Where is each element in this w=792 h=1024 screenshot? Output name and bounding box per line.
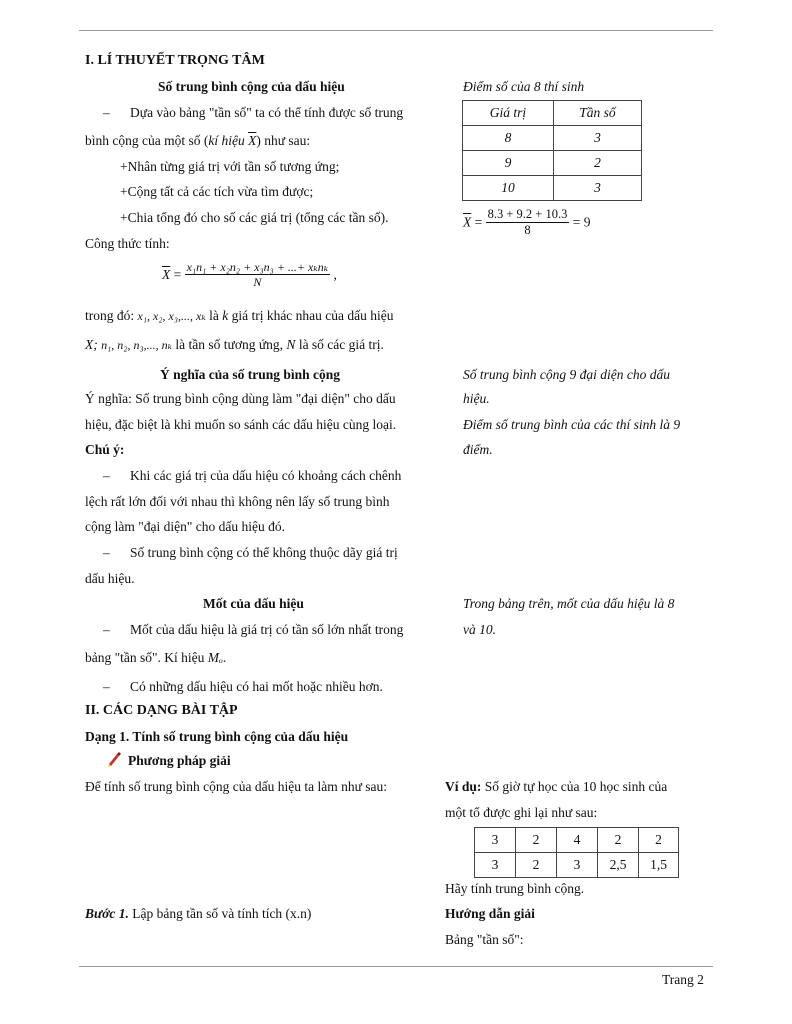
table-cell: 2 (554, 151, 642, 176)
table-cell: 2 (598, 828, 639, 853)
paragraph-line: Số trung bình cộng có thể không thuộc dãy giá trị (130, 545, 398, 560)
frequency-table (462, 100, 642, 201)
step-line: +Chia tổng đó cho số các giá trị (tổng các tần số). (120, 210, 389, 225)
example-note: điểm. (463, 442, 493, 457)
table-caption: Điểm số của 8 thí sinh (463, 79, 585, 94)
subheading-meaning: Ý nghĩa của số trung bình cộng (160, 367, 341, 382)
paragraph-line: trong đó: x₁, x₂, x₃,..., xₖ là k giá trị khác nhau của dấu hiệu (85, 308, 394, 323)
paragraph-line: Ý nghĩa: Số trung bình cộng dùng làm "đại diện" cho dấu (85, 391, 396, 406)
example-note: Trong bảng trên, mốt của dấu hiệu là 8 (463, 596, 675, 611)
paragraph-line: Để tính số trung bình cộng của dấu hiệu ta làm như sau: (85, 779, 388, 794)
table-row (463, 176, 642, 201)
example-note: hiệu. (463, 391, 490, 406)
example-line: Ví dụ: Số giờ tự học của 10 học sinh của (445, 779, 668, 794)
guide-line: Bảng "tần số": (445, 932, 524, 947)
table-row (475, 853, 679, 878)
dash-bullet: – (103, 622, 110, 637)
table-cell: 3 (475, 853, 516, 878)
paragraph-line: Có những dấu hiệu có hai mốt hoặc nhiều hơn. (130, 679, 383, 694)
top-rule (79, 30, 713, 31)
dash-bullet: – (103, 679, 110, 694)
mean-denominator: 8 (524, 223, 531, 237)
guide-title: Hướng dẫn giải (445, 906, 535, 921)
formula-label: Công thức tính: (85, 236, 170, 251)
table-row (463, 126, 642, 151)
formula-numerator: x₁n₁ + x₂n₂ + x₃n₃ + ...+ xₖnₖ (186, 260, 329, 274)
paragraph-line: bình cộng của một số (kí hiệu $\overline{X}$) như sau: (85, 133, 311, 148)
table-row (475, 828, 679, 853)
section-title: II. CÁC DẠNG BÀI TẬP (85, 703, 238, 718)
table-cell: 3 (557, 853, 598, 878)
table-cell: 9 (463, 151, 554, 176)
paragraph-line: X; n₁, n₂, n₃,..., nₖ là tần số tương ứng, N là số các giá trị. (85, 337, 384, 352)
mean-example-formula: $\overline{X}$ = $\frac{8.3 + 9.2 + 10.3}{8}$ = 9 (463, 207, 591, 237)
paragraph-line: Khi các giá trị của dấu hiệu có khoảng cách chênh (130, 468, 402, 483)
bottom-rule (79, 966, 713, 967)
example-line: một tổ được ghi lại như sau: (445, 805, 598, 820)
table-header: Giá trị (463, 101, 554, 126)
table-cell: 2 (639, 828, 679, 853)
subheading-method: Phương pháp giải (128, 753, 231, 768)
subheading-mode: Mốt của dấu hiệu (203, 596, 304, 611)
table-cell: 3 (554, 126, 642, 151)
table-cell: 2 (516, 828, 557, 853)
study-hours-table (474, 827, 679, 878)
example-note: Số trung bình cộng 9 đại diện cho dấu (463, 367, 670, 382)
mean-numerator: 8.3 + 9.2 + 10.3 (487, 207, 568, 221)
subheading-mean: Số trung bình cộng của dấu hiệu (158, 79, 345, 94)
x-bar-symbol: $\overline{X}$ (248, 133, 257, 148)
table-cell: 8 (463, 126, 554, 151)
note-title: Chú ý: (85, 442, 125, 457)
pen-bullet-icon (106, 751, 122, 771)
dash-bullet: – (103, 545, 110, 560)
paragraph-line: cộng làm "đại diện" cho dấu hiệu đó. (85, 519, 285, 534)
example-question: Hãy tính trung bình cộng. (445, 881, 585, 896)
mode-symbol: Mₒ (207, 650, 223, 665)
page-number: Trang 2 (662, 972, 704, 987)
table-cell: 2 (516, 853, 557, 878)
table-cell: 2,5 (598, 853, 639, 878)
dash-bullet: – (103, 105, 110, 120)
paragraph-line: hiệu, đặc biệt là khi muốn so sánh các dấu hiệu cùng loại. (85, 417, 397, 432)
paragraph-line: dấu hiệu. (85, 571, 135, 586)
table-cell: 10 (463, 176, 554, 201)
table-cell: 3 (475, 828, 516, 853)
step-line: +Cộng tất cả các tích vừa tìm được; (120, 184, 314, 199)
formula-denominator: N (253, 275, 262, 290)
paragraph-line: Dựa vào bảng "tần số" ta có thể tính được số trung (130, 105, 404, 120)
table-header: Tần số (554, 101, 642, 126)
paragraph-line: Mốt của dấu hiệu là giá trị có tần số lớn nhất trong (130, 622, 404, 637)
table-cell: 4 (557, 828, 598, 853)
subheading-type: Dạng 1. Tính số trung bình cộng của dấu hiệu (85, 729, 349, 744)
dash-bullet: – (103, 468, 110, 483)
section-title: I. LÍ THUYẾT TRỌNG TÂM (85, 53, 265, 68)
table-row (463, 151, 642, 176)
mean-formula: $\overline{X}$ = $\frac{\text{x₁n₁ + x₂n₂ + x₃n₃ + ...+ xₖnₖ}}{N}$ , (162, 260, 337, 290)
step-line: +Nhân từng giá trị với tần số tương ứng; (120, 159, 340, 174)
paragraph-line: bảng "tần số". Kí hiệu Mₒ. (85, 650, 227, 665)
table-cell: 1,5 (639, 853, 679, 878)
paragraph-line: lệch rất lớn đối với nhau thì không nên lấy số trung bình (85, 494, 390, 509)
example-note: Điểm số trung bình của các thí sinh là 9 (463, 417, 681, 432)
table-cell: 3 (554, 176, 642, 201)
step-line: Bước 1. Lập bảng tần số và tính tích (x.n) (85, 906, 312, 921)
example-note: và 10. (463, 622, 496, 637)
